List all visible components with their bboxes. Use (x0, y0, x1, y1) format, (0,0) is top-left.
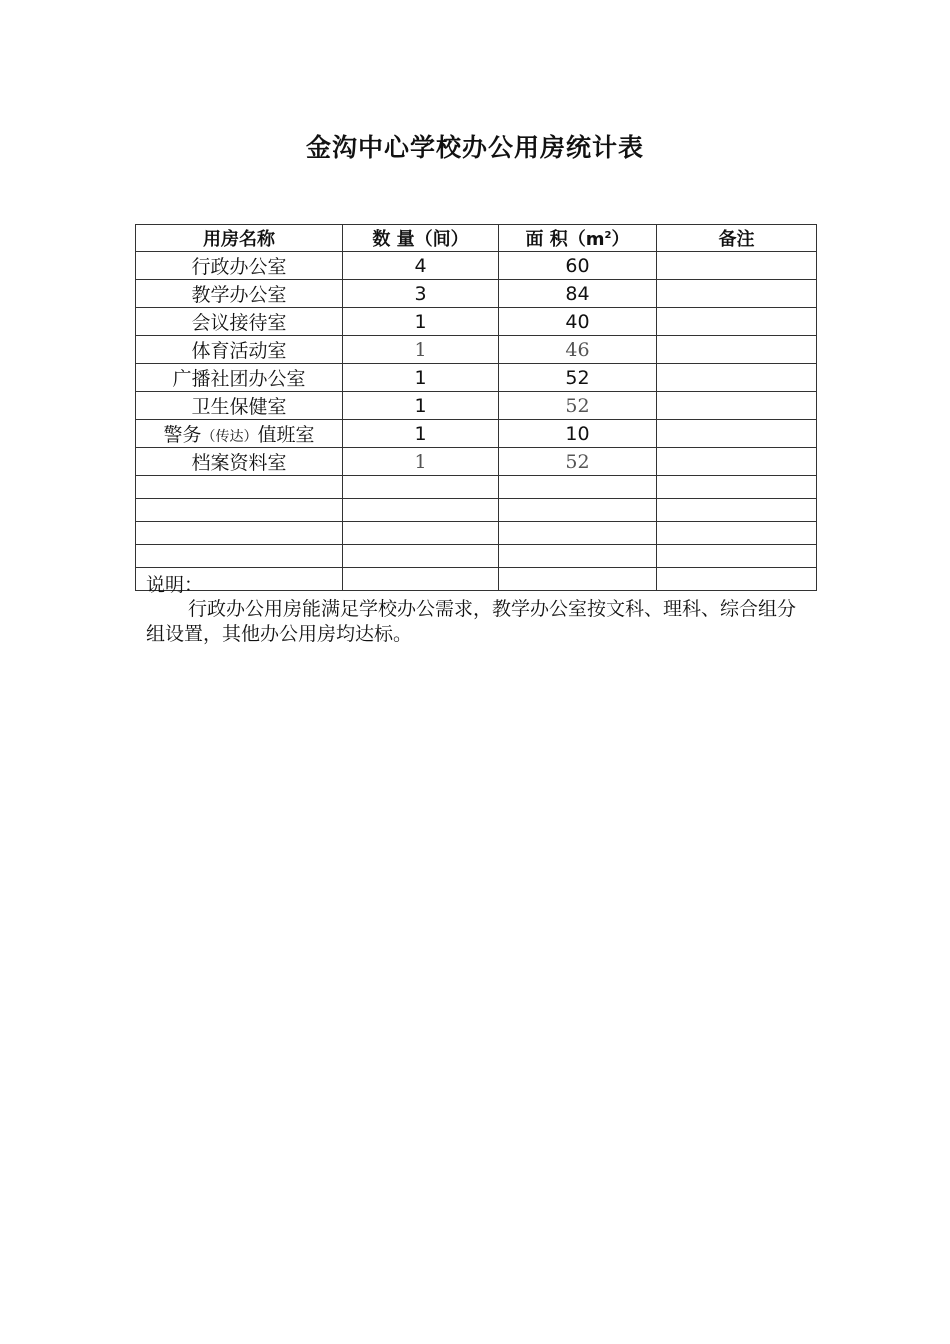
area-cell: 52 (499, 364, 657, 392)
empty-cell (343, 545, 499, 568)
table-row (136, 392, 817, 420)
remark-cell (657, 280, 817, 308)
area-cell: 46 (499, 336, 657, 364)
header-area-suffix: ） (611, 229, 630, 250)
table-header-row (136, 225, 817, 252)
header-area-sup: 2 (604, 230, 612, 241)
empty-cell (136, 545, 343, 568)
area-cell: 84 (499, 280, 657, 308)
remark-cell (657, 308, 817, 336)
count-cell: 1 (343, 420, 499, 448)
empty-row (136, 499, 817, 522)
room-name-cell: 会议接待室 (136, 308, 343, 336)
area-cell: 52 (499, 392, 657, 420)
empty-cell (343, 522, 499, 545)
remark-cell (657, 336, 817, 364)
count-cell: 1 (343, 392, 499, 420)
header-count: 数 量（间） (343, 225, 499, 252)
count-cell: 1 (343, 364, 499, 392)
table-row (136, 308, 817, 336)
room-name-cell: 教学办公室 (136, 280, 343, 308)
room-name-part: 值班室 (257, 424, 315, 446)
count-cell: 4 (343, 252, 499, 280)
room-name-cell (136, 420, 343, 448)
page-title: 金沟中心学校办公用房统计表 (305, 133, 644, 162)
empty-cell (499, 545, 657, 568)
table-row (136, 280, 817, 308)
notes-label: 说明： (146, 574, 204, 596)
empty-cell (657, 522, 817, 545)
count-cell: 3 (343, 280, 499, 308)
empty-cell (499, 522, 657, 545)
count-cell: 1 (343, 448, 499, 476)
empty-cell (343, 476, 499, 499)
count-cell: 1 (343, 336, 499, 364)
empty-cell (657, 499, 817, 522)
room-name-cell: 体育活动室 (136, 336, 343, 364)
area-cell: 40 (499, 308, 657, 336)
office-room-table (135, 224, 817, 591)
empty-cell (657, 568, 817, 591)
empty-row (136, 568, 817, 591)
header-area-prefix: 面 积（m (525, 229, 605, 250)
room-name-cell: 广播社团办公室 (136, 364, 343, 392)
empty-cell (343, 568, 499, 591)
count-cell: 1 (343, 308, 499, 336)
room-name-part: 警务 (163, 424, 202, 446)
empty-cell (499, 568, 657, 591)
header-remark: 备注 (657, 225, 817, 252)
area-cell: 60 (499, 252, 657, 280)
area-cell: 52 (499, 448, 657, 476)
table-row (136, 252, 817, 280)
room-name-cell: 卫生保健室 (136, 392, 343, 420)
room-name-part: （传达） (201, 429, 258, 445)
header-room-name: 用房名称 (136, 225, 343, 252)
table-row (136, 448, 817, 476)
empty-row (136, 545, 817, 568)
empty-cell (499, 476, 657, 499)
table-row (136, 364, 817, 392)
notes-text: 行政办公用房能满足学校办公需求，教学办公室按文科、理科、综合组分组设置，其他办公用房均达标。 (146, 598, 797, 645)
remark-cell (657, 252, 817, 280)
area-cell: 10 (499, 420, 657, 448)
empty-row (136, 476, 817, 499)
room-name-cell: 档案资料室 (136, 448, 343, 476)
header-area (499, 225, 657, 252)
table-row (136, 336, 817, 364)
empty-cell (136, 476, 343, 499)
remark-cell (657, 420, 817, 448)
remark-cell (657, 392, 817, 420)
empty-cell (657, 545, 817, 568)
empty-cell (657, 476, 817, 499)
room-name-cell: 行政办公室 (136, 252, 343, 280)
empty-cell (343, 499, 499, 522)
table-row (136, 420, 817, 448)
remark-cell (657, 448, 817, 476)
empty-cell (136, 499, 343, 522)
empty-cell (136, 522, 343, 545)
empty-cell (499, 499, 657, 522)
remark-cell (657, 364, 817, 392)
empty-row (136, 522, 817, 545)
